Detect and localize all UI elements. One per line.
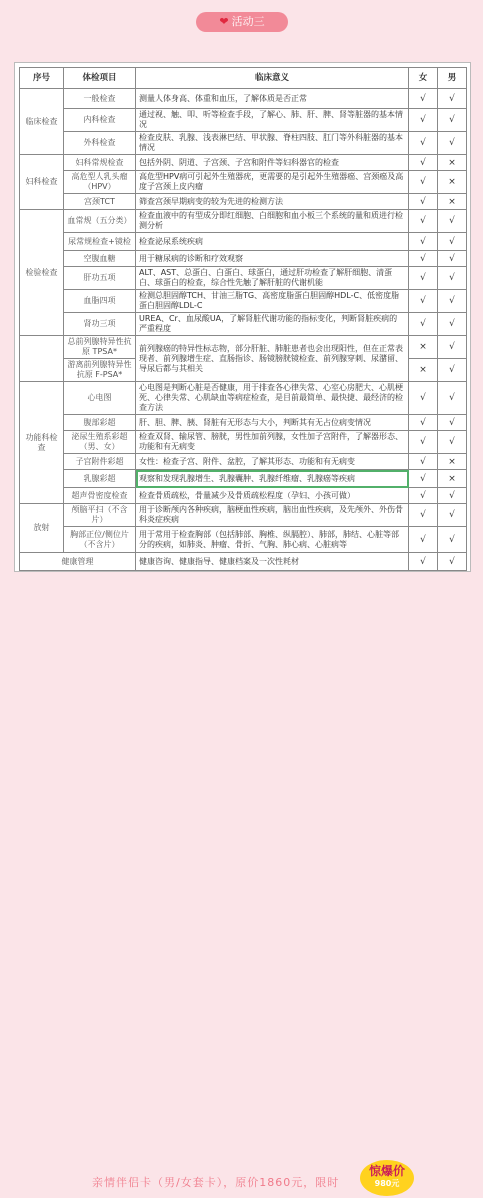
male-mark: √ bbox=[438, 527, 467, 553]
table-row bbox=[20, 431, 467, 454]
male-mark: √ bbox=[438, 89, 467, 109]
meaning-cell: 前列腺癌的特异性标志物，部分肝脏、肺脏患者也会出现阳性，但在正常表现者、前列腺增生症、直肠指诊、肠镜膀胱镜检查、前列腺穿刺、尿潴留、导尿后都与其相关 bbox=[136, 336, 409, 382]
category-cell: 检验检查 bbox=[20, 210, 64, 336]
item-cell: 泌尿生殖系彩超（男、女） bbox=[64, 431, 136, 454]
meaning-cell: 观察和发现乳腺增生、乳腺囊肿、乳腺纤维瘤、乳腺癌等疾病 bbox=[136, 470, 409, 488]
male-mark: √ bbox=[438, 415, 467, 431]
male-mark: √ bbox=[438, 233, 467, 251]
male-mark: √ bbox=[438, 359, 467, 382]
table-row bbox=[20, 109, 467, 132]
table-row bbox=[20, 553, 467, 571]
female-mark: √ bbox=[409, 382, 438, 415]
category-cell: 临床检查 bbox=[20, 89, 64, 155]
item-cell: 游离前列腺特异性抗原 F-PSA* bbox=[64, 359, 136, 382]
checkup-table bbox=[19, 67, 467, 571]
meaning-cell: 用于常用于检查胸部（包括肺部、胸椎、纵膈腔）、肺部，肺结、心脏等部分的疾病，如肺炎、肿瘤、骨折、气胸、肺心病、心脏病等 bbox=[136, 527, 409, 553]
activity-title: 活动三 bbox=[231, 15, 265, 28]
male-mark: × bbox=[438, 454, 467, 470]
item-cell: 空腹血糖 bbox=[64, 251, 136, 267]
table-row bbox=[20, 89, 467, 109]
male-mark: √ bbox=[438, 132, 467, 155]
activity-title-pill bbox=[196, 12, 288, 32]
category-cell: 放射 bbox=[20, 504, 64, 553]
meaning-cell: 心电图是判断心脏是否健康，用于排查各心律失常、心室心房肥大、心肌梗死、心律失常、心肌缺血等病症检查，是目前最简单、最快捷、最经济的检查方法 bbox=[136, 382, 409, 415]
meaning-cell: UREA、Cr、血尿酸UA，了解肾脏代谢功能的指标变化，判断肾脏疾病的严重程度 bbox=[136, 313, 409, 336]
male-mark: √ bbox=[438, 488, 467, 504]
item-cell: 尿常规检查+镜检 bbox=[64, 233, 136, 251]
item-cell: 宫颈TCT bbox=[64, 194, 136, 210]
meaning-cell: 检查血液中的有型成分即红细胞、白细胞和血小板三个系统的量和质进行检测分析 bbox=[136, 210, 409, 233]
footer bbox=[0, 582, 483, 1189]
table-row bbox=[20, 527, 467, 553]
female-mark: √ bbox=[409, 527, 438, 553]
category-cell bbox=[20, 336, 64, 382]
meaning-cell: 用于诊断颅内各种疾病，脑梗血性疾病，脑出血性疾病，及先颅外、外伤骨科炎症疾病 bbox=[136, 504, 409, 527]
meaning-cell: 女性：检查子宫、附件、盆腔，了解其形态、功能和有无病变 bbox=[136, 454, 409, 470]
female-mark: √ bbox=[409, 431, 438, 454]
female-mark: √ bbox=[409, 210, 438, 233]
table-row bbox=[20, 267, 467, 290]
item-cell: 心电图 bbox=[64, 382, 136, 415]
male-mark: × bbox=[438, 155, 467, 171]
female-mark: √ bbox=[409, 194, 438, 210]
meaning-cell: 健康咨询、健康指导、健康档案及一次性耗材 bbox=[136, 553, 409, 571]
meaning-cell: 检测总胆固醇TCH、甘油三脂TG、高密度脂蛋白胆固醇HDL-C、低密度脂蛋白胆固醇LDL-C bbox=[136, 290, 409, 313]
male-mark: √ bbox=[438, 336, 467, 359]
female-mark: √ bbox=[409, 89, 438, 109]
female-mark: √ bbox=[409, 132, 438, 155]
table-row bbox=[20, 210, 467, 233]
price-badge-value: 980元 bbox=[374, 1179, 400, 1188]
table-row bbox=[20, 290, 467, 313]
female-mark: √ bbox=[409, 470, 438, 488]
heart-icon: ❤ bbox=[219, 15, 229, 28]
male-mark: √ bbox=[438, 251, 467, 267]
item-cell: 外科检查 bbox=[64, 132, 136, 155]
male-mark: × bbox=[438, 194, 467, 210]
item-cell: 胸部正位/侧位片（不含片） bbox=[64, 527, 136, 553]
col-header-male: 男 bbox=[438, 68, 467, 89]
item-cell: 妇科常规检查 bbox=[64, 155, 136, 171]
item-cell: 腹部彩超 bbox=[64, 415, 136, 431]
table-row bbox=[20, 313, 467, 336]
item-cell: 肾功三项 bbox=[64, 313, 136, 336]
meaning-cell: 高危型HPV病可引起外生殖器疣，更需要的是引起外生殖器癌、宫颈癌及高度子宫颈上皮内瘤 bbox=[136, 171, 409, 194]
male-mark: √ bbox=[438, 553, 467, 571]
meaning-cell: 检查皮肤、乳腺、浅表淋巴结、甲状腺、脊柱四肢、肛门等外科脏器的基本情况 bbox=[136, 132, 409, 155]
price-badge bbox=[356, 1160, 418, 1198]
meaning-cell: 筛查宫颈早期病变的较为先进的检测方法 bbox=[136, 194, 409, 210]
table-row bbox=[20, 454, 467, 470]
item-cell: 颅脑平扫（不含片） bbox=[64, 504, 136, 527]
female-mark: √ bbox=[409, 109, 438, 132]
table-row bbox=[20, 336, 467, 359]
item-cell: 乳腺彩超 bbox=[64, 470, 136, 488]
female-mark: √ bbox=[409, 267, 438, 290]
item-cell: 血脂四项 bbox=[64, 290, 136, 313]
female-mark: √ bbox=[409, 553, 438, 571]
female-mark: × bbox=[409, 359, 438, 382]
table-row bbox=[20, 171, 467, 194]
male-mark: × bbox=[438, 470, 467, 488]
male-mark: √ bbox=[438, 504, 467, 527]
male-mark: √ bbox=[438, 290, 467, 313]
category-cell: 功能科检查 bbox=[20, 382, 64, 504]
female-mark: × bbox=[409, 336, 438, 359]
female-mark: √ bbox=[409, 171, 438, 194]
male-mark: √ bbox=[438, 313, 467, 336]
price-badge-title: 惊爆价 bbox=[368, 1164, 405, 1178]
col-header-meaning: 临床意义 bbox=[136, 68, 409, 89]
table-row bbox=[20, 132, 467, 155]
female-mark: √ bbox=[409, 488, 438, 504]
promo-text: 亲情伴侣卡（男/女套卡），原价1860元，限时 bbox=[92, 1176, 340, 1189]
item-cell: 子宫附件彩超 bbox=[64, 454, 136, 470]
male-mark: √ bbox=[438, 431, 467, 454]
col-header-female: 女 bbox=[409, 68, 438, 89]
table-row bbox=[20, 233, 467, 251]
female-mark: √ bbox=[409, 454, 438, 470]
item-cell: 超声骨密度检查 bbox=[64, 488, 136, 504]
female-mark: √ bbox=[409, 251, 438, 267]
item-cell: 血常规（五分类） bbox=[64, 210, 136, 233]
item-cell: 高危型人乳头瘤（HPV） bbox=[64, 171, 136, 194]
table-row bbox=[20, 251, 467, 267]
item-cell: 肝功五项 bbox=[64, 267, 136, 290]
male-mark: √ bbox=[438, 109, 467, 132]
category-cell: 妇科检查 bbox=[20, 155, 64, 210]
item-cell: 内科检查 bbox=[64, 109, 136, 132]
meaning-cell: 检查骨质疏松，骨量减少及骨质疏松程度（孕妇、小孩可做） bbox=[136, 488, 409, 504]
meaning-cell: 测量人体身高、体重和血压，了解体质是否正常 bbox=[136, 89, 409, 109]
col-header-index: 序号 bbox=[20, 68, 64, 89]
female-mark: √ bbox=[409, 504, 438, 527]
table-row bbox=[20, 155, 467, 171]
table-row bbox=[20, 194, 467, 210]
meaning-cell: ALT、AST、总蛋白、白蛋白、球蛋白，通过肝功检查了解肝细胞、清蛋白、球蛋白的检查，综合性先触了解肝脏的代谢机能 bbox=[136, 267, 409, 290]
item-cell: 总前列腺特异性抗原 TPSA* bbox=[64, 336, 136, 359]
female-mark: √ bbox=[409, 155, 438, 171]
male-mark: √ bbox=[438, 382, 467, 415]
table-row bbox=[20, 382, 467, 415]
table-header-row bbox=[20, 68, 467, 89]
female-mark: √ bbox=[409, 233, 438, 251]
male-mark: √ bbox=[438, 267, 467, 290]
top-banner bbox=[0, 0, 483, 44]
meaning-cell: 肝、胆、脾、胰、肾脏有无形态与大小，判断其有无占位病变情况 bbox=[136, 415, 409, 431]
meaning-cell: 检查双肾、输尿管、膀胱，男性加前列腺，女性加子宫附件，了解器形态、功能和有无病变 bbox=[136, 431, 409, 454]
meaning-cell: 通过视、触、叩、听等检查手段，了解心、肺、肝、脾、肾等脏器的基本情况 bbox=[136, 109, 409, 132]
table-row bbox=[20, 470, 467, 488]
meaning-cell: 用于糖尿病的诊断和疗效观察 bbox=[136, 251, 409, 267]
meaning-cell: 检查泌尿系统疾病 bbox=[136, 233, 409, 251]
table-row bbox=[20, 504, 467, 527]
item-cell: 健康管理 bbox=[20, 553, 136, 571]
female-mark: √ bbox=[409, 313, 438, 336]
male-mark: × bbox=[438, 171, 467, 194]
checkup-card bbox=[14, 62, 471, 572]
table-row bbox=[20, 488, 467, 504]
table-row bbox=[20, 415, 467, 431]
female-mark: √ bbox=[409, 290, 438, 313]
male-mark: √ bbox=[438, 210, 467, 233]
meaning-cell: 包括外阴、阴道、子宫颈、子宫和附件等妇科器官的检查 bbox=[136, 155, 409, 171]
col-header-item: 体检项目 bbox=[64, 68, 136, 89]
item-cell: 一般检查 bbox=[64, 89, 136, 109]
female-mark: √ bbox=[409, 415, 438, 431]
